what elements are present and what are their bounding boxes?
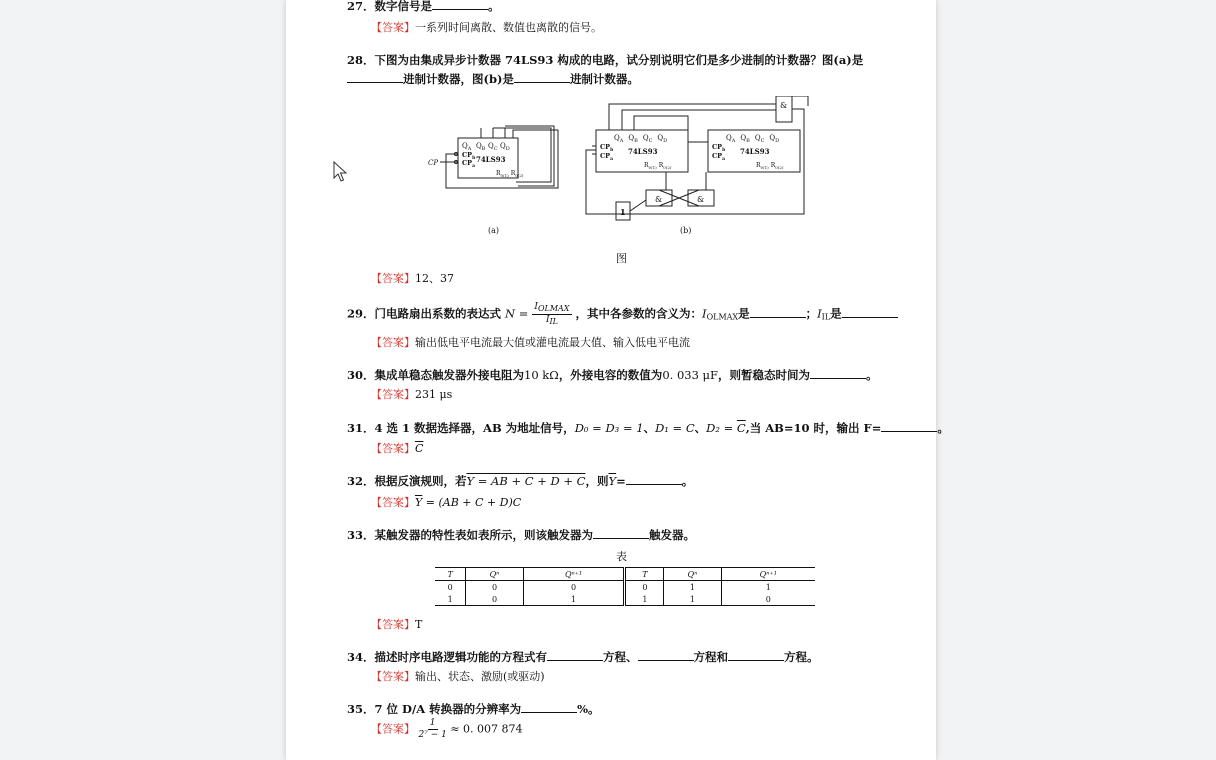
svg-text:&: & (780, 101, 788, 110)
answer-30: 【答案】231 μs (371, 388, 453, 401)
subfigure-a-caption: (a) (488, 226, 500, 235)
answer-blank (432, 0, 488, 10)
answer-blank (728, 650, 784, 661)
question-32: 32．根据反演规则，若Y = AB + C + D + C，则$\overline{Y}=$ 。 (347, 474, 694, 488)
table-row: 0 0 0 0 1 1 (435, 581, 815, 594)
answer-blank (347, 72, 403, 83)
answer-blank (514, 72, 570, 83)
answer-blank (842, 307, 898, 318)
svg-text:R0(1)R0(2): $R_{0(1)}$ $R_{0(2)}$ (496, 170, 524, 178)
question-33: 33．某触发器的特性表如表所示，则该触发器为 触发器。 (347, 528, 696, 542)
question-31: 31．4 选 1 数据选择器，AB 为地址信号，D₀ = D₃ = 1、D₁ = C、$D_2 = \overline{C}$,当 AB=10 时，输出 F= 。 (347, 421, 949, 435)
answer-blank (750, 307, 806, 318)
subfigure-b-caption: (b) (680, 226, 692, 235)
question-27: 27．数字信号是 。 (347, 0, 500, 13)
svg-text:QAQBQCQD: $Q_A$ $Q_B$ $Q_C$ $Q_D$ (726, 134, 780, 144)
answer-blank (593, 528, 649, 539)
svg-text:CPa: $CP_a$ (712, 152, 725, 162)
answer-33: 【答案】T (371, 618, 423, 631)
answer-32: 【答案】$\overline{Y} = (AB + C + D)C$ (371, 496, 522, 509)
svg-text:R0(1)R0(2): $R_{0(1)}$ $R_{0(2)}$ (756, 162, 784, 170)
svg-text:1: 1 (620, 207, 626, 217)
svg-text:&: & (655, 195, 663, 204)
question-29: 29．门电路扇出系数的表达式 N = $\frac{\text{IOLMAX}}{\text{IIL}}$ ，其中各参数的含义为：$I_{OLMAX}$是 ；$I_{IL}$是 (347, 302, 898, 327)
svg-text:CPb: $CP_b$ (600, 143, 614, 153)
answer-29: 【答案】输出低电平电流最大值或灌电流最大值、输入低电平电流 (371, 336, 690, 349)
counter-circuit-figure (426, 96, 816, 246)
answer-blank (626, 474, 682, 485)
svg-text:CPa: $CP_a$ (600, 152, 613, 162)
svg-text:CPb: $CP_b$ (712, 143, 726, 153)
svg-text:QA: $Q_A$ (462, 142, 472, 152)
chip-label-b2: 74LS93 (740, 147, 770, 156)
svg-text:&: & (697, 195, 705, 204)
answer-blank (881, 421, 937, 432)
answer-blank (547, 650, 603, 661)
mouse-cursor-icon (333, 161, 347, 183)
answer-27: 【答案】一系列时间离散、数值也离散的信号。 (371, 21, 602, 34)
characteristic-table: T Qⁿ Qⁿ⁺¹ T Qⁿ Qⁿ⁺¹ 0 0 0 0 1 1 1 0 1 1 1 0 (435, 567, 815, 606)
svg-text:QD: $Q_D$ (500, 142, 510, 152)
chip-label-a: 74LS93 (476, 155, 506, 164)
svg-text:R0(1)R0(2): $R_{0(1)}$ $R_{0(2)}$ (644, 162, 672, 170)
table-caption: 表 (616, 550, 627, 563)
svg-text:CPa: $CP_a$ (462, 159, 475, 169)
resolution-fraction: $\frac{1}{\text{2⁷ − 1}}$ (418, 718, 447, 740)
answer-blank (810, 368, 866, 379)
table-row: 1 0 1 1 1 0 (435, 593, 815, 606)
answer-31: 【答案】$\overline{C}$ (371, 442, 424, 455)
svg-text:QAQBQCQD: $Q_A$ $Q_B$ $Q_C$ $Q_D$ (614, 134, 668, 144)
svg-text:CPb: $CP_b$ (462, 151, 476, 161)
answer-blank (638, 650, 694, 661)
answer-blank (521, 702, 577, 713)
question-28-line2: 进制计数器，图(b)是 进制计数器。 (347, 71, 639, 87)
fanout-fraction: $\frac{\text{IOLMAX}}{\text{IIL}}$ (534, 302, 570, 326)
answer-35: 【答案】 $\frac{1}{\text{2⁷ − 1}}$ ≈ 0. 007 874 (371, 718, 523, 740)
question-34: 34．描述时序电路逻辑功能的方程式有 方程、 方程和 方程。 (347, 650, 819, 664)
answer-28: 【答案】12、37 (371, 272, 454, 285)
cp-label: CP (428, 159, 439, 167)
question-30: 30．集成单稳态触发器外接电阻为10 kΩ，外接电容的数值为0. 033 μF，则暂稳态时间为 。 (347, 368, 878, 382)
svg-text:QC: $Q_C$ (488, 142, 498, 152)
figure-caption: 图 (616, 252, 627, 265)
svg-text:QB: $Q_B$ (476, 142, 486, 152)
question-28: 28．下图为由集成异步计数器 74LS93 构成的电路，试分别说明它们是多少进制的计数器？图(a)是 (347, 53, 864, 67)
answer-34: 【答案】输出、状态、激励(或驱动) (371, 670, 545, 683)
question-35: 35．7 位 D/A 转换器的分辨率为 %。 (347, 702, 600, 716)
document-page (286, 0, 949, 760)
chip-label-b1: 74LS93 (628, 147, 658, 156)
